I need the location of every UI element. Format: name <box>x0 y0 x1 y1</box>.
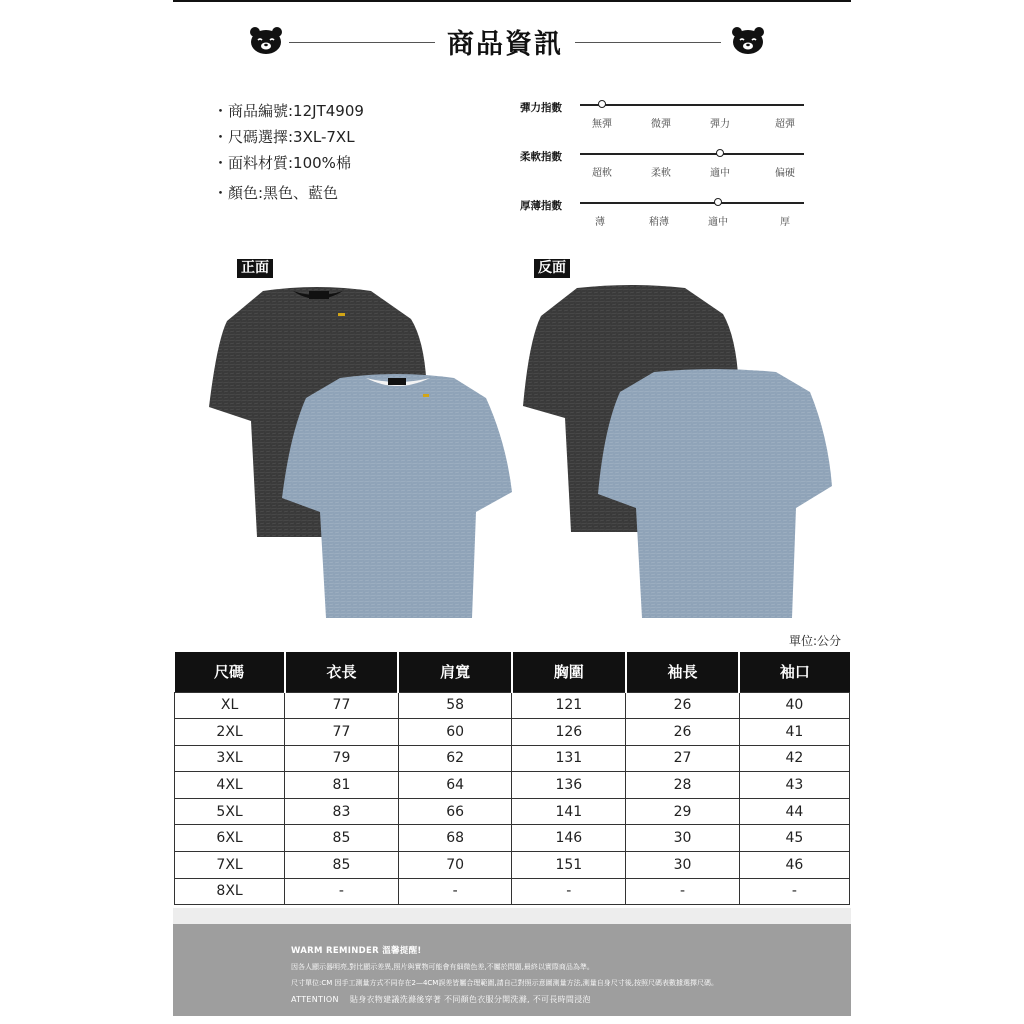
column-header: 肩寬 <box>398 652 512 692</box>
spec-size-range: ・尺碼選擇:3XL-7XL <box>213 128 355 146</box>
table-cell: 46 <box>739 852 849 879</box>
table-cell: 85 <box>285 825 399 852</box>
column-header: 尺碼 <box>175 652 285 692</box>
table-cell: 30 <box>626 852 740 879</box>
spec-list <box>213 100 364 208</box>
table-row <box>175 772 850 799</box>
table-row <box>175 825 850 852</box>
table-cell: 121 <box>512 692 626 719</box>
softness-index <box>520 149 820 189</box>
table-cell: 30 <box>626 825 740 852</box>
top-border <box>173 0 851 2</box>
index-option: 超軟 <box>592 168 612 179</box>
index-option: 適中 <box>708 217 728 228</box>
header-rule-right <box>575 42 721 43</box>
table-cell: 77 <box>285 719 399 746</box>
reminder-line: 尺寸單位:CM 因手工測量方式不同存在2—4CM誤差皆屬合理範圍,請自己對照示意圖測量方法,測量自身尺寸後,按照尺碼表數據選擇尺碼。 <box>291 979 719 987</box>
table-row <box>175 719 850 746</box>
size-table-header <box>175 652 850 692</box>
table-cell: 4XL <box>175 772 285 799</box>
back-view-label: 反面 <box>534 259 570 278</box>
page-title: 商品資訊 <box>447 29 563 60</box>
divider-strip <box>173 908 851 924</box>
section-header <box>173 20 851 64</box>
table-cell: - <box>739 878 849 905</box>
table-cell: 85 <box>285 852 399 879</box>
table-cell: XL <box>175 692 285 719</box>
table-cell: 3XL <box>175 745 285 772</box>
index-option: 超彈 <box>775 119 795 130</box>
index-marker <box>716 149 724 157</box>
table-cell: 79 <box>285 745 399 772</box>
index-option: 適中 <box>710 168 730 179</box>
table-cell: - <box>626 878 740 905</box>
table-cell: 64 <box>398 772 512 799</box>
column-header: 袖口 <box>739 652 849 692</box>
elasticity-index <box>520 100 820 140</box>
table-cell: 60 <box>398 719 512 746</box>
spec-product-code: ・商品編號:12JT4909 <box>213 102 364 120</box>
table-cell: 26 <box>626 692 740 719</box>
table-cell: 26 <box>626 719 740 746</box>
index-track <box>580 202 804 204</box>
table-row <box>175 745 850 772</box>
table-cell: 136 <box>512 772 626 799</box>
table-row <box>175 798 850 825</box>
table-cell: - <box>285 878 399 905</box>
reminder-attention: ATTENTION 貼身衣物建議洗滌後穿著 不同顏色衣服分開洗滌, 不可長時間浸泡 <box>291 995 591 1004</box>
bear-face-icon <box>731 26 765 54</box>
table-cell: 62 <box>398 745 512 772</box>
thickness-index <box>520 198 820 238</box>
index-option: 柔軟 <box>651 168 671 179</box>
table-cell: 27 <box>626 745 740 772</box>
reminder-line: 因各人顯示器明亮,對比顯示差異,照片與實物可能會有細微色差,不屬於問題,最終以實際商品為準。 <box>291 963 594 971</box>
table-cell: 146 <box>512 825 626 852</box>
bear-face-icon <box>249 26 283 54</box>
table-cell: 131 <box>512 745 626 772</box>
size-table <box>174 652 850 905</box>
table-cell: 70 <box>398 852 512 879</box>
index-marker <box>598 100 606 108</box>
table-cell: 58 <box>398 692 512 719</box>
table-cell: 28 <box>626 772 740 799</box>
index-label: 厚薄指數 <box>520 200 562 212</box>
index-track <box>580 104 804 106</box>
table-cell: 40 <box>739 692 849 719</box>
index-option: 厚 <box>780 217 790 228</box>
table-cell: 151 <box>512 852 626 879</box>
index-option: 彈力 <box>710 119 730 130</box>
table-cell: 43 <box>739 772 849 799</box>
table-cell: 141 <box>512 798 626 825</box>
table-row <box>175 692 850 719</box>
table-cell: 8XL <box>175 878 285 905</box>
table-row <box>175 878 850 905</box>
table-cell: 41 <box>739 719 849 746</box>
table-cell: 29 <box>626 798 740 825</box>
table-cell: 42 <box>739 745 849 772</box>
table-cell: 44 <box>739 798 849 825</box>
blue-shirt-back-image <box>596 366 834 620</box>
index-option: 薄 <box>595 217 605 228</box>
table-cell: - <box>398 878 512 905</box>
table-cell: 7XL <box>175 852 285 879</box>
table-cell: 45 <box>739 825 849 852</box>
index-option: 無彈 <box>592 119 612 130</box>
index-option: 稍薄 <box>649 217 669 228</box>
column-header: 袖長 <box>626 652 740 692</box>
index-option: 微彈 <box>651 119 671 130</box>
front-view-label: 正面 <box>237 259 273 278</box>
table-cell: 77 <box>285 692 399 719</box>
table-cell: 126 <box>512 719 626 746</box>
table-cell: 6XL <box>175 825 285 852</box>
spec-material: ・面料材質:100%棉 <box>213 154 351 172</box>
table-cell: 83 <box>285 798 399 825</box>
warm-reminder <box>173 924 851 1016</box>
index-marker <box>714 198 722 206</box>
unit-label: 單位:公分 <box>789 634 842 648</box>
table-cell: 5XL <box>175 798 285 825</box>
column-header: 衣長 <box>285 652 399 692</box>
table-cell: 81 <box>285 772 399 799</box>
header-rule-left <box>289 42 435 43</box>
table-row <box>175 852 850 879</box>
index-option: 偏硬 <box>775 168 795 179</box>
column-header: 胸圍 <box>512 652 626 692</box>
blue-shirt-front-image <box>280 372 514 620</box>
index-label: 彈力指數 <box>520 102 562 114</box>
table-cell: 2XL <box>175 719 285 746</box>
spec-colors: ・顏色:黑色、藍色 <box>213 184 339 202</box>
table-cell: - <box>512 878 626 905</box>
index-track <box>580 153 804 155</box>
index-label: 柔軟指數 <box>520 151 562 163</box>
table-cell: 66 <box>398 798 512 825</box>
reminder-title: WARM REMINDER 溫馨提醒! <box>291 946 422 956</box>
table-cell: 68 <box>398 825 512 852</box>
